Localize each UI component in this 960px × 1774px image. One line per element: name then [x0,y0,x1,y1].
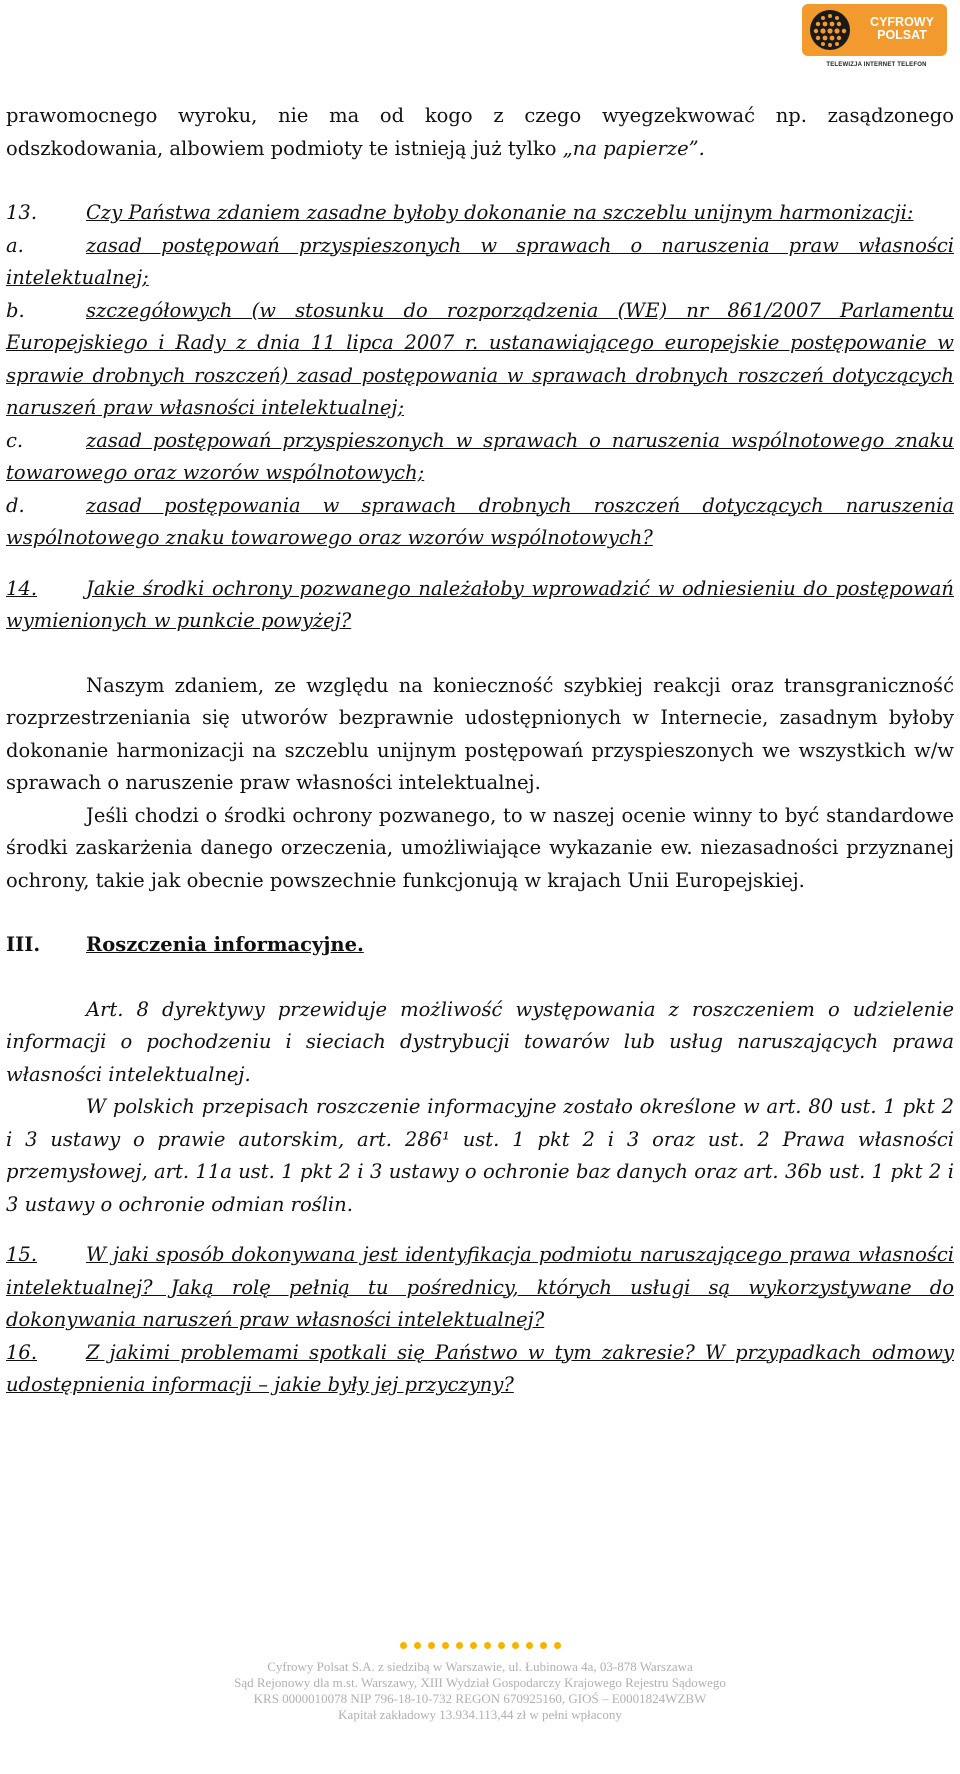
intro-text: prawomocnego wyroku, nie ma od kogo z czego wyegzekwować np. zasądzonego odszkodowania, albowiem podmioty te istnieją już tylko [6,104,954,160]
question-13-a [6,230,954,295]
footer-dot [400,1642,407,1649]
question-13 [6,197,954,230]
item-b-letter: b. [6,298,25,322]
question-16-number: 16. [6,1340,38,1364]
intro-italic: „na papierze”. [562,136,705,160]
logo-line2: POLSAT [877,28,927,42]
footer-dot [540,1642,547,1649]
document-body [6,100,954,1402]
section-heading [6,929,954,962]
footer-dot [484,1642,491,1649]
footer-dots [0,1642,960,1649]
logo-badge [802,4,947,56]
answer-paragraph-1: Naszym zdaniem, ze względu na konieczność szybkiej reakcji oraz transgraniczność rozprzestrzeniania się utworów bezprawnie udostępnionych w Internecie, zasadnym byłoby dokonanie harmonizacji na szczeblu unijnym postępowań przyspieszonych we wszystkich w/w sprawach o naruszenie praw własności intelektualnej. [6,673,954,794]
question-14-text: Jakie środki ochrony pozwanego należałoby wprowadzić w odniesieniu do postępowań wymienionych w punkcie powyżej? [6,576,954,632]
article-paragraph-2: W polskich przepisach roszczenie informacyjne zostało określone w art. 80 ust. 1 pkt 2 i 3 ustawy o prawie autorskim, art. 286¹ ust. 1 pkt 2 i 3 oraz ust. 2 Prawa własności przemysłowej, art. 11a ust. 1 pkt 2 i 3 ustawy o ochronie baz danych oraz art. 36b ust. 1 pkt 2 i 3 ustawy o ochronie odmian roślin. [6,1095,954,1216]
footer-dot [470,1642,477,1649]
question-16-text: Z jakimi problemami spotkali się Państwo w tym zakresie? W przypadkach odmowy udostępnienia informacji – jakie były jej przyczyny? [6,1340,954,1396]
question-15 [6,1239,954,1337]
item-c-text: zasad postępowań przyspieszonych w sprawach o naruszenia wspólnotowego znaku towarowego oraz wzorów wspólnotowych; [6,428,954,484]
question-13-c [6,425,954,490]
logo-tagline: TELEWIZJA INTERNET TELEFON [826,62,927,68]
footer-dot [428,1642,435,1649]
item-b-text: szczegółowych (w stosunku do rozporządzenia (WE) nr 861/2007 Parlamentu Europejskiego i Rady z dnia 11 lipca 2007 r. ustanawiającego europejskie postępowanie w sprawie drobnych roszczeń) zasad postępowania w sprawach drobnych roszczeń dotyczących naruszeń praw własności intelektualnej; [6,298,954,419]
footer-line-2: Sąd Rejonowy dla m.st. Warszawy, XIII Wydział Gospodarczy Krajowego Rejestru Sądowego [234,1675,726,1690]
page-footer [0,1642,960,1723]
question-13-text: Czy Państwa zdaniem zasadne byłoby dokonanie na szczeblu unijnym harmonizacji: [86,201,914,224]
item-c-letter: c. [6,428,24,452]
footer-dot [414,1642,421,1649]
logo-wordmark [862,16,942,42]
footer-dot [442,1642,449,1649]
question-13-number: 13. [6,201,38,224]
footer-line-4: Kapitał zakładowy 13.934.113,44 zł w pełni wpłacony [338,1707,622,1722]
intro-paragraph [6,100,954,165]
footer-dot [526,1642,533,1649]
company-logo [802,4,952,74]
item-a-text: zasad postępowań przyspieszonych w sprawach o naruszenia praw własności intelektualnej; [6,233,954,289]
question-16 [6,1337,954,1402]
section-number: III. [6,933,41,956]
question-13-d [6,490,954,555]
footer-line-3: KRS 0000010078 NIP 796-18-10-732 REGON 670925160, GIOŚ – E0001824WZBW [253,1691,707,1706]
item-d-text: zasad postępowania w sprawach drobnych roszczeń dotyczących naruszenia wspólnotowego znaku towarowego oraz wzorów wspólnotowych? [6,493,954,549]
logo-line1: CYFROWY [870,15,934,29]
question-15-text: W jaki sposób dokonywana jest identyfikacja podmiotu naruszającego prawa własności intelektualnej? Jaką rolę pełnią tu pośrednicy, których usługi są wykorzystywane do dokonywania naruszeń praw własności intelektualnej? [6,1243,954,1331]
question-13-b [6,295,954,425]
section-title: Roszczenia informacyjne. [86,933,364,956]
footer-dot [456,1642,463,1649]
question-15-number: 15. [6,1243,38,1266]
item-a-letter: a. [6,233,24,257]
question-14 [6,573,954,638]
article-paragraph-1: Art. 8 dyrektywy przewiduje możliwość występowania z roszczeniem o udzielenie informacji o pochodzeniu i sieciach dystrybucji towarów lub usług naruszających prawa własności intelektualnej. [6,997,954,1086]
footer-dot [512,1642,519,1649]
item-d-letter: d. [6,493,25,517]
globe-icon [808,8,852,52]
footer-dot [554,1642,561,1649]
footer-dot [498,1642,505,1649]
question-14-number: 14. [6,576,38,600]
answer-paragraph-2: Jeśli chodzi o środki ochrony pozwanego, to w naszej ocenie winny to być standardowe środki zaskarżenia danego orzeczenia, umożliwiające wykazanie ew. niezasadności przyznanej ochrony, takie jak obecnie powszechnie funkcjonują w krajach Unii Europejskiej. [6,803,954,892]
footer-line-1: Cyfrowy Polsat S.A. z siedzibą w Warszawie, ul. Łubinowa 4a, 03-878 Warszawa [267,1659,693,1674]
